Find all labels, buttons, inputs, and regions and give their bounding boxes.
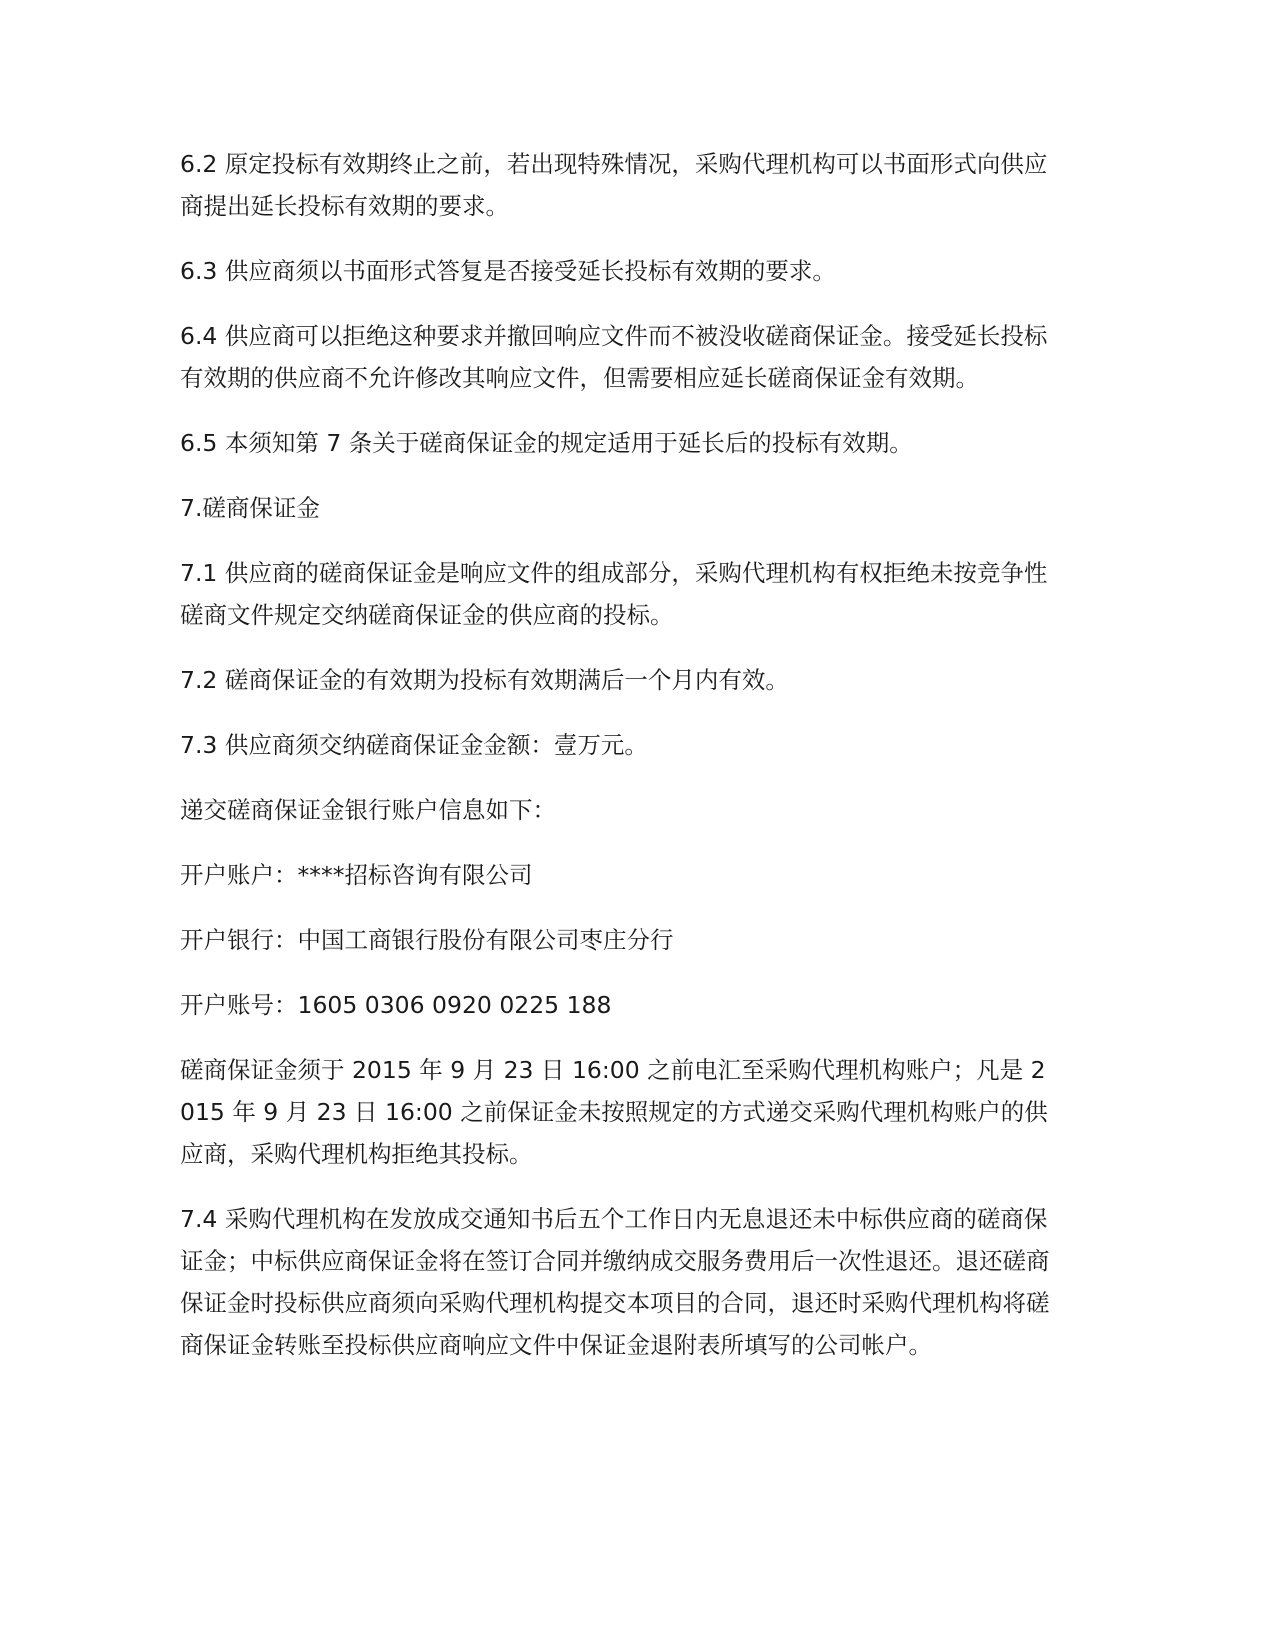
document-page — [180, 143, 1050, 1389]
clause-7-3: 7.3 供应商须交纳磋商保证金金额：壹万元。 — [180, 731, 648, 759]
bank-name: 开户银行：中国工商银行股份有限公司枣庄分行 — [180, 926, 674, 954]
account-number: 开户账号：1605 0306 0920 0225 188 — [180, 991, 612, 1019]
clause-7-2: 7.2 磋商保证金的有效期为投标有效期满后一个月内有效。 — [180, 666, 789, 694]
clause-6-4: 6.4 供应商可以拒绝这种要求并撤回响应文件而不被没收磋商保证金。接受延长投标有效期的供应商不允许修改其响应文件，但需要相应延长磋商保证金有效期。 — [180, 322, 1048, 392]
section-heading-7: 7.磋商保证金 — [180, 494, 320, 522]
account-name: 开户账户：****招标咨询有限公司 — [180, 861, 533, 889]
clause-7-1: 7.1 供应商的磋商保证金是响应文件的组成部分，采购代理机构有权拒绝未按竞争性磋商文件规定交纳磋商保证金的供应商的投标。 — [180, 559, 1048, 629]
clause-6-2: 6.2 原定投标有效期终止之前，若出现特殊情况，采购代理机构可以书面形式向供应商提出延长投标有效期的要求。 — [180, 150, 1048, 220]
bank-info-intro: 递交磋商保证金银行账户信息如下： — [180, 796, 556, 824]
deposit-deadline: 磋商保证金须于 2015 年 9 月 23 日 16:00 之前电汇至采购代理机构账户；凡是 2015 年 9 月 23 日 16:00 之前保证金未按照规定的方式递交采购代理机构账户的供应商，采购代理机构拒绝其投标。 — [180, 1056, 1048, 1168]
clause-6-3: 6.3 供应商须以书面形式答复是否接受延长投标有效期的要求。 — [180, 257, 836, 285]
clause-6-5: 6.5 本须知第 7 条关于磋商保证金的规定适用于延长后的投标有效期。 — [180, 429, 913, 457]
clause-7-4: 7.4 采购代理机构在发放成交通知书后五个工作日内无息退还未中标供应商的磋商保证金；中标供应商保证金将在签订合同并缴纳成交服务费用后一次性退还。退还磋商保证金时投标供应商须向采购代理机构提交本项目的合同，退还时采购代理机构将磋商保证金转账至投标供应商响应文件中保证金退附表所填写的公司帐户。 — [180, 1205, 1050, 1359]
